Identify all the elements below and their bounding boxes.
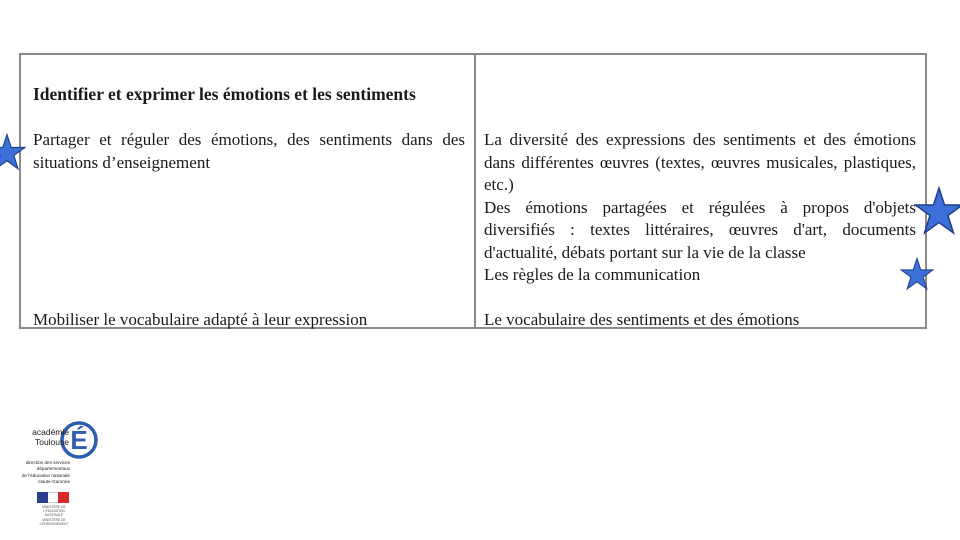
academy-name: académie Toulouse [32, 427, 69, 447]
right-cell-2: Le vocabulaire des sentiments et des émotions [484, 310, 800, 329]
column-divider [474, 55, 476, 327]
right-cell-1: La diversité des expressions des sentiments et des émotions dans différentes œuvres (textes, œuvres musicales, plastiques, etc.) Des émotions partagées et régulées à propos d'objets diversifiés : textes littéraires, œuvres d'art, documents d'actualité, débats portant sur la vie de la classe Les règles de la communication [484, 130, 916, 284]
left-cell-1: Partager et réguler des émotions, des sentiments dans des situations d’enseignement [33, 130, 465, 172]
star-icon [914, 186, 960, 236]
french-flag [37, 492, 69, 503]
academy-logo [14, 412, 104, 526]
star-icon [0, 133, 26, 171]
curriculum-table [19, 53, 927, 329]
logo-letter: É [70, 425, 88, 455]
star-icon [900, 257, 934, 291]
table-heading: Identifier et exprimer les émotions et les sentiments [33, 84, 416, 104]
left-cell-2: Mobiliser le vocabulaire adapté à leur expression [33, 310, 368, 329]
ministry-text: MINISTÈRE DE L'ÉDUCATION NATIONALE MINISTÈRE DE L'ENSEIGNEMENT [39, 505, 69, 526]
direction-text: direction des services départementaux de l'éducation nationale Haute-Garonne [21, 460, 70, 484]
